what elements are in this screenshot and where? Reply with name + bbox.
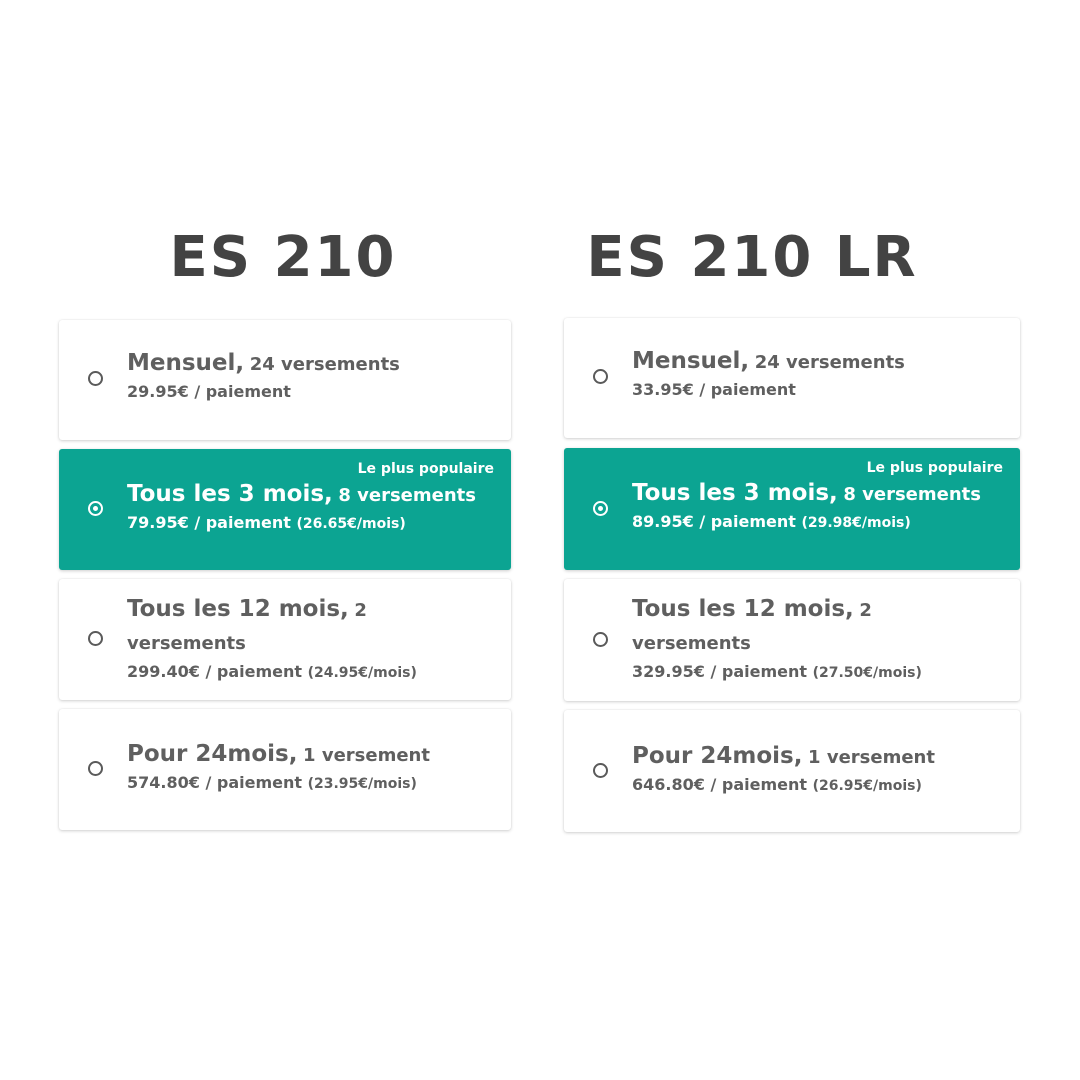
plan-price: 29.95€ / paiement: [127, 382, 291, 401]
plan-option-quarterly[interactable]: [564, 448, 1020, 570]
plan-name: Tous les 3 mois,: [632, 480, 838, 506]
plan-heading: [127, 593, 411, 660]
plan-price-line: [632, 380, 1002, 399]
plan-price: 79.95€ / paiement: [127, 513, 291, 532]
plan-heading: [127, 481, 493, 507]
radio-button[interactable]: [593, 501, 608, 516]
radio-button[interactable]: [88, 501, 103, 516]
product-title: ES 210 LR: [586, 225, 918, 290]
plan-installments: 8 versements: [843, 484, 981, 505]
plan-option-monthly[interactable]: [564, 318, 1020, 438]
radio-dot-icon: [598, 506, 603, 511]
plan-installments: 8 versements: [338, 485, 476, 506]
plan-name: Tous les 3 mois,: [127, 481, 333, 507]
plan-price-line: [632, 662, 920, 681]
plan-price-line: [632, 512, 1002, 531]
plan-heading: [632, 593, 920, 660]
radio-button[interactable]: [88, 371, 103, 386]
plan-price-line: [127, 773, 493, 792]
plan-heading: [127, 741, 493, 767]
plan-name: Tous les 12 mois,: [127, 596, 349, 622]
radio-button[interactable]: [593, 369, 608, 384]
plan-text: [127, 481, 493, 532]
plan-name: Mensuel,: [632, 348, 750, 374]
plan-price: 299.40€ / paiement: [127, 662, 303, 681]
plan-option-two-years[interactable]: [59, 709, 511, 830]
radio-button[interactable]: [593, 632, 608, 647]
plan-name: Mensuel,: [127, 350, 245, 376]
plan-text: [127, 593, 417, 681]
plan-monthly-equivalent: (24.95€/mois): [307, 665, 417, 681]
plan-option-quarterly[interactable]: [59, 449, 511, 570]
plan-heading: [632, 743, 1002, 769]
plan-price-line: [127, 513, 493, 532]
plan-monthly-equivalent: (23.95€/mois): [307, 776, 417, 792]
plan-price: 574.80€ / paiement: [127, 773, 303, 792]
radio-button[interactable]: [88, 631, 103, 646]
plan-monthly-equivalent: (26.65€/mois): [296, 516, 406, 532]
plan-name: Pour 24mois,: [632, 743, 803, 769]
plan-monthly-equivalent: (27.50€/mois): [812, 665, 922, 681]
plan-installments: 24 versements: [754, 352, 905, 373]
plan-text: [127, 350, 493, 401]
plan-option-monthly[interactable]: [59, 320, 511, 440]
plan-installments: 2 versements: [632, 600, 872, 654]
plan-price-line: [127, 382, 493, 401]
plan-installments: 24 versements: [249, 354, 400, 375]
product-title: ES 210: [169, 225, 397, 290]
plan-heading: [632, 348, 1002, 374]
plan-installments: 1 versement: [303, 745, 430, 766]
plan-name: Tous les 12 mois,: [632, 596, 854, 622]
plan-installments: 2 versements: [127, 600, 367, 654]
plan-text: [127, 741, 493, 792]
plan-option-two-years[interactable]: [564, 710, 1020, 832]
radio-dot-icon: [93, 506, 98, 511]
plan-option-yearly[interactable]: [59, 579, 511, 700]
plan-price: 33.95€ / paiement: [632, 380, 796, 399]
radio-button[interactable]: [593, 763, 608, 778]
plan-name: Pour 24mois,: [127, 741, 298, 767]
popular-badge: Le plus populaire: [866, 460, 1003, 476]
plan-monthly-equivalent: (29.98€/mois): [801, 515, 911, 531]
plan-text: [632, 593, 920, 681]
plan-installments: 1 versement: [808, 747, 935, 768]
radio-button[interactable]: [88, 761, 103, 776]
plan-monthly-equivalent: (26.95€/mois): [812, 778, 922, 794]
plan-price: 329.95€ / paiement: [632, 662, 808, 681]
plan-heading: [632, 480, 1002, 506]
popular-badge: Le plus populaire: [357, 461, 494, 477]
plan-price: 646.80€ / paiement: [632, 775, 808, 794]
plan-price: 89.95€ / paiement: [632, 512, 796, 531]
plan-text: [632, 348, 1002, 399]
plan-text: [632, 480, 1002, 531]
plan-price-line: [632, 775, 1002, 794]
plan-price-line: [127, 662, 417, 681]
plan-text: [632, 743, 1002, 794]
plan-option-yearly[interactable]: [564, 579, 1020, 701]
plan-heading: [127, 350, 493, 376]
